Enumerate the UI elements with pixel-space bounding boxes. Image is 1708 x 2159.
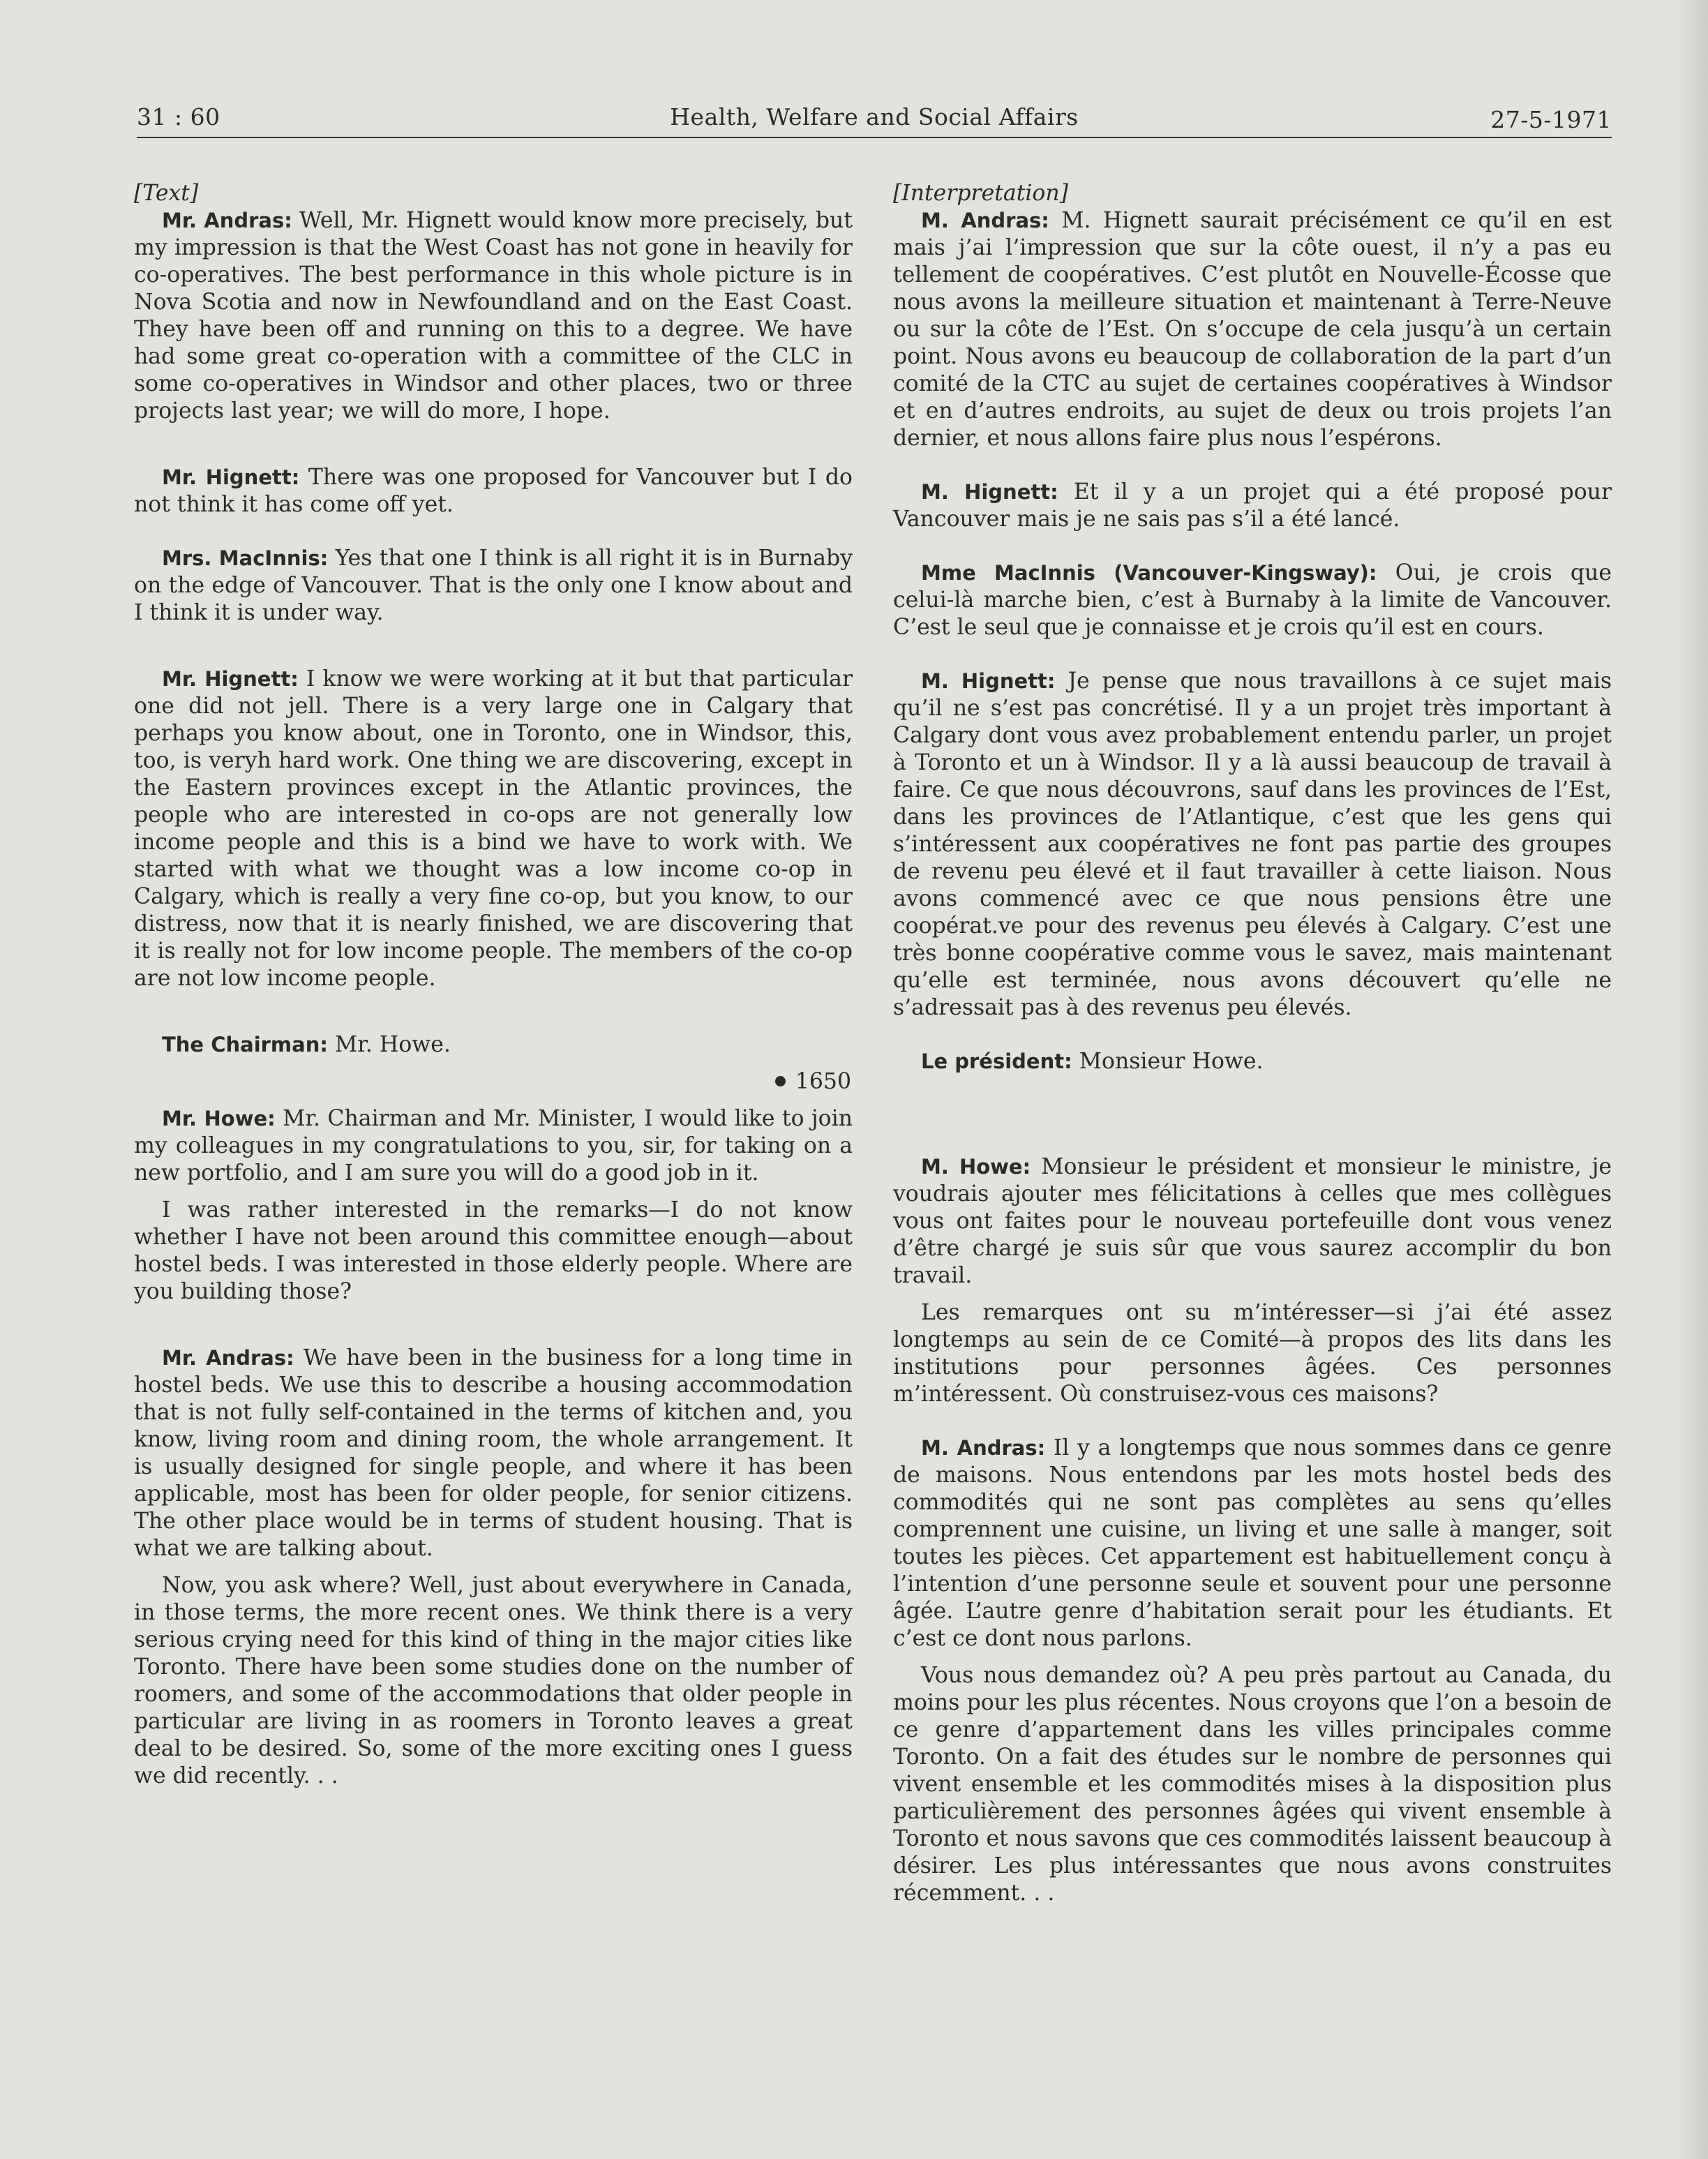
speaker-name: M. Hignett: [921, 480, 1058, 504]
paragraph [893, 1435, 1612, 1652]
paragraph [134, 545, 853, 627]
speech-text: Et il y a un projet qui a été proposé pour Vancouver mais je ne sais pas s’il a été lancé. [893, 479, 1612, 532]
paragraph [134, 1105, 853, 1187]
speech-text: There was one proposed for Vancouver but I do not think it has come off yet. [134, 465, 853, 517]
paragraph: Les remarques ont su m’intéresser—si j’ai été assez longtemps au sein de ce Comité—à propos des lits dans les institutions pour personnes âgées. Ces personnes m’intéressent. Où construisez-vous ces maisons? [893, 1300, 1612, 1407]
speaker-name: M. Howe: [921, 1155, 1031, 1179]
speaker-name: M. Andras: [921, 1436, 1046, 1460]
column-label: [Text] [134, 181, 199, 206]
header-title: Health, Welfare and Social Affairs [670, 103, 1079, 130]
speech-text: I know we were working at it but that particular one did not jell. There is a very large one in Calgary that perhaps you know about, one in Toronto, one in Windsor, this, too, is veryh hard work. One thing we are discovering, except in the Eastern provinces except in the Atlantic provinces, the people who are interested in co-ops are not generally low income people and this is a bind we have to work with. We started with what we thought was a low income co-op in Calgary, which is really a very fine co-op, but you know, to our distress, now that it is nearly finished, we are discovering that it is really not for low income people. The members of the co-op are not low income people. [134, 666, 853, 991]
running-header [137, 100, 1612, 134]
paragraph [893, 668, 1612, 1022]
paragraph: Now, you ask where? Well, just about everywhere in Canada, in those terms, the more recent ones. We think there is a very serious crying need for this kind of thing in the major cities like Toronto. There have been some studies done on the number of roomers, and some of the accommodations that older people in particular are living in as roomers in Toronto leaves a great deal to be desired. So, some of the more exciting ones I guess we did recently. . . [134, 1573, 853, 1788]
speaker-name: Mr. Hignett: [162, 667, 299, 691]
header-date: 27-5-1971 [1490, 106, 1612, 133]
paragraph [134, 666, 853, 992]
paragraph [893, 207, 1612, 452]
speaker-name: Mme MacInnis (Vancouver-Kingsway): [921, 561, 1377, 585]
paragraph [893, 1153, 1612, 1290]
speaker-name: M. Hignett: [921, 669, 1056, 693]
speech-text: We have been in the business for a long time in hostel beds. We use this to describe a housing accommodation that is not fully self-contained in the terms of kitchen and, you know, living room and dining room, the whole arrangement. It is usually designed for single people, and where it has been applicable, most has been for older people, for senior citizens. The other place would be in terms of student housing. That is what we are talking about. [134, 1345, 853, 1561]
speaker-name: Mr. Andras: [162, 1346, 294, 1370]
header-rule [137, 137, 1612, 138]
speech-text: Oui, je crois que celui-là marche bien, c’est à Burnaby à la limite de Vancouver. C’est le seul que je connaisse et je crois qu’il est en cours. [893, 560, 1612, 640]
speech-text: M. Hignett saurait précisément ce qu’il en est mais j’ai l’impression que sur la côte ouest, il n’y a pas eu tellement de coopératives. C’est plutôt en Nouvelle-Écosse que nous avons la meilleure situation et maintenant à Terre-Neuve ou sur la côte de l’Est. On s’occupe de cela jusqu’à un certain point. Nous avons eu beaucoup de collaboration de la part d’un comité de la CTC au sujet de certaines coopératives à Windsor et en d’autres endroits, au sujet de deux ou trois projets l’an dernier, et nous allons faire plus nous l’espérons. [893, 208, 1612, 451]
paragraph [893, 1048, 1612, 1075]
speaker-name: Mr. Hignett: [162, 465, 300, 489]
speech-text: Mr. Chairman and Mr. Minister, I would like to join my colleagues in my congratulations to you, sir, for taking on a new portfolio, and I am sure you will do a good job in it. [134, 1106, 853, 1186]
time-marker: 1650 [134, 1068, 853, 1096]
paragraph [134, 1345, 853, 1562]
paragraph [893, 479, 1612, 533]
speech-text: Monsieur Howe. [1079, 1049, 1264, 1074]
speech-text: Well, Mr. Hignett would know more precisely, but my impression is that the West Coast has not gone in heavily for co-operatives. The best performance in this whole picture is in Nova Scotia and now in Newfoundland and on the East Coast. They have been off and running on this to a degree. We have had some great co-operation with a committee of the CLC in some co-operatives in Windsor and other places, two or three projects last year; we will do more, I hope. [134, 208, 853, 424]
page-edge-shadow [1677, 0, 1708, 2159]
paragraph: Vous nous demandez où? A peu près partout au Canada, du moins pour les plus récentes. Nous croyons que l’on a besoin de ce genre d’appartement dans les villes principales comme Toronto. On a fait des études sur le nombre de personnes qui vivent ensemble et les commodités mises à la disposition plus particulièrement des personnes âgées qui vivent ensemble à Toronto et nous savons que ces commodités laissent beaucoup à désirer. Les plus intéressantes que nous avons construites récemment. . . [893, 1663, 1612, 1906]
speech-text: Je pense que nous travaillons à ce sujet mais qu’il ne s’est pas concrétisé. Il y a un projet très important à Calgary dont vous avez probablement entendu parler, un projet à Toronto et un à Windsor. Il y a là aussi beaucoup de travail à faire. Ce que nous découvrons, sauf dans les provinces de l’Est, dans les provinces de l’Atlantique, c’est que les gens qui s’intéressent aux coopératives ne font pas partie des groupes de revenu peu élevé et il faut travailler à cette liaison. Nous avons commencé avec ce que nous pensions être une coopérat.ve pour des revenus peu élevés à Calgary. C’est une très bonne coopérative comme vous le savez, mais maintenant qu’elle est terminée, nous avons découvert qu’elle ne s’adressait pas à des revenus peu élevés. [893, 668, 1612, 1020]
french-column [893, 180, 1612, 1907]
paragraph: I was rather interested in the remarks—I do not know whether I have not been around this committee enough—about hostel beds. I was interested in those elderly people. Where are you building those? [134, 1197, 853, 1304]
column-label: [Interpretation] [893, 181, 1068, 206]
speech-text: Il y a longtemps que nous sommes dans ce genre de maisons. Nous entendons par les mots hostel beds des commodités qui ne sont pas complètes au sens qu’elles comprennent une cuisine, un living et une salle à manger, soit toutes les pièces. Cet appartement est habituellement conçu à l’intention d’une personne seule et souvent pour une personne âgée. L’autre genre d’habitation serait pour les étudiants. Et c’est ce dont nous parlons. [893, 1435, 1612, 1651]
speaker-name: Mr. Andras: [162, 209, 292, 232]
speaker-name: Mrs. MacInnis: [162, 546, 329, 570]
speaker-name: The Chairman: [162, 1033, 328, 1056]
speech-text: Mr. Howe. [334, 1032, 451, 1057]
paragraph [893, 560, 1612, 641]
paragraph [134, 207, 853, 425]
speaker-name: Mr. Howe: [162, 1107, 276, 1130]
speech-text: Yes that one I think is all right it is in Burnaby on the edge of Vancouver. That is the only one I know about and I think it is under way. [134, 546, 853, 625]
page-number: 31 : 60 [137, 103, 220, 130]
speaker-name: Le président: [921, 1049, 1072, 1073]
speech-text: Monsieur le président et monsieur le ministre, je voudrais ajouter mes félicitations à celles que mes collègues vous ont faites pour le nouveau portefeuille dont vous venez d’être chargé je suis sûr que vous saurez accomplir du bon travail. [893, 1154, 1612, 1288]
bullet-dot-icon [775, 1076, 786, 1086]
english-column [134, 180, 853, 1790]
speaker-name: M. Andras: [921, 209, 1049, 232]
paragraph [134, 1031, 853, 1059]
paragraph [134, 464, 853, 518]
